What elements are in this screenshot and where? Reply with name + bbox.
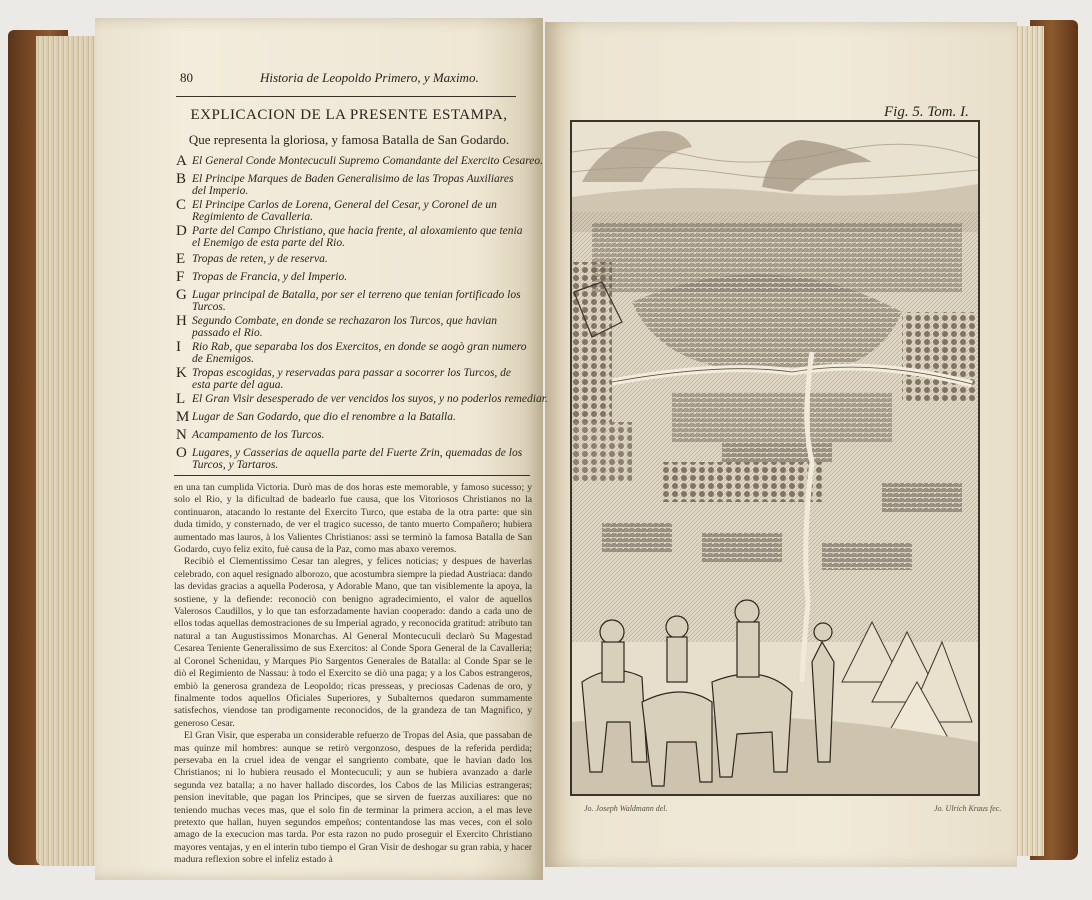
legend-text: Tropas de reten, y de reserva. bbox=[192, 253, 328, 265]
legend-text: El Principe Carlos de Lorena, General del Cesar, y Coronel de un Regimiento de Cavalleria. bbox=[192, 199, 497, 223]
engraving-credit-draftsman: Jo. Joseph Waldmann del. bbox=[584, 804, 668, 813]
legend-text: El General Conde Montecuculi Supremo Comandante del Exercito Cesareo. bbox=[192, 155, 543, 167]
legend-letter: B bbox=[176, 171, 187, 187]
legend-item bbox=[176, 288, 528, 314]
body-paragraph: El Gran Visir, que esperaba un considerable refuerzo de Tropas del Asia, que passaban de mas quinze mil hombres: aunque se retirò vergonzoso, despues de la referida perdida; persevaba en la cruel idea de vengar el sangriento combate, que le havian dado los Christianos; ni lo hubiera reusado el Montecuculi; y aun se hubiera avanzado a darle segunda vez batalla; a no haver hallado discordes, los Cabos de las Milicias estrangeras; pension inevitable, que pagan los Principes, que se sirven de fuerzas auxiliares: que no teniendo muchas veces mas, que el solo fin de terminar la primera accion, a el mas leve pretexto que hallan, huyen segundos empeños; contentandose las mas veces, con el solo amago de la execucion mas tarda. Por esta razon no pudo proseguir el Exercito Christiano mayores ventajas, y en el interin tubo tiempo el Gran Visir de deshogar su gran rabia, y hacer madura reflexion sobre el infeliz estado à bbox=[174, 730, 532, 866]
legend-text: Segundo Combate, en donde se rechazaron los Turcos, que havian passado el Rio. bbox=[192, 315, 498, 339]
plate-legend bbox=[176, 153, 548, 472]
body-paragraph: Recibiò el Clementissimo Cesar tan alegres, y felices noticias; y despues de haverlas celebrado, con aquel resignado alborozo, que acostumbra siempre la piedad Austriaca: dando las devidas gracias a aquella Poderosa, y Adorable Mano, que tan visiblemente la apoya, la sostiene, y la defiende: reconociò con benigno agradecimiento, el valor de aquellos Valerosos Caudillos, y lo que tan esforzadamente havian cooperado: dando a cada uno de ellos todas aquellas demostraciones de su Imperial agrado, y reconocida gratitud: atributo tan natural a tan Augustissimos Monarchas. Al General Montecuculi declarò Su Magestad Cesarea Teniente Generalissimo de sus Exercitos: al Conde Spora General de la Cavalleria; al Coronel Schenidau, y Marques Pio Sargentos Generales de Batalla: al Conde Spar se le diò el Regimiento de Nassau: à todo el Exercito se diò una paga; y a los Cabos estrangeros, embiò la generosa grandeza de Leopoldo; ricas presseas, y preciosas Cadenas de oro, y finalmente todos aquellos Oficiales Superiores, y Subalternos quedaron summamente satisfechos, viendose tan prodigamente reconocidos, de la grandeza de tan Magnifico, y generoso Cesar. bbox=[174, 556, 532, 729]
legend-item bbox=[176, 252, 528, 270]
legend-text: El Principe Marques de Baden Generalisimo de las Tropas Auxiliares del Imperio. bbox=[192, 173, 514, 197]
plate-title: EXPLICACION DE LA PRESENTE ESTAMPA, bbox=[190, 107, 508, 123]
legend-item bbox=[176, 270, 528, 288]
legend-text: Tropas escogidas, y reservadas para passar a socorrer los Turcos, de esta parte del agua. bbox=[192, 367, 512, 391]
legend-item bbox=[176, 446, 528, 472]
legend-letter: L bbox=[176, 391, 186, 407]
legend-item bbox=[176, 340, 528, 366]
legend-text: Lugar de San Godardo, que dio el renombre a la Batalla. bbox=[192, 411, 456, 423]
legend-letter: A bbox=[176, 153, 187, 169]
plate-subtitle: Que representa la gloriosa, y famosa Batalla de San Godardo. bbox=[188, 132, 510, 147]
legend-letter: C bbox=[176, 197, 187, 213]
legend-item bbox=[176, 366, 528, 392]
header-rule bbox=[176, 96, 516, 97]
legend-text: Lugar principal de Batalla, por ser el terreno que tenian fortificado los Turcos. bbox=[192, 289, 521, 313]
body-rule bbox=[174, 475, 530, 476]
engraving-illustration bbox=[572, 122, 978, 794]
body-paragraph: en una tan cumplida Victoria. Durò mas de dos horas este memorable, y famoso sucesso; y solo el Rio, y la dificultad de badearlo fue causa, que los Vitoriosos Christianos no la continuaron, atacando lo restante del Exercito Turco, que estaba de la otra parte: que sin duda timido, y consternado, de ver el tragico sucesso, de tanto muerto Compañero; hubiera aumentado mas lauros, à los Valientes Christianos: assi se terminò la famosa Batalla de San Godardo, cuyo feliz exito, fuè causa de la Paz, como mas abaxo veremos. bbox=[174, 482, 532, 556]
running-head bbox=[180, 70, 520, 90]
figure-label: Fig. 5. Tom. I. bbox=[884, 104, 969, 120]
legend-text: Rio Rab, que separaba los dos Exercitos, en donde se aogò gran numero de Enemigos. bbox=[192, 341, 527, 365]
legend-letter: E bbox=[176, 251, 186, 267]
legend-letter: I bbox=[176, 339, 181, 355]
legend-letter: F bbox=[176, 269, 185, 285]
legend-text: Parte del Campo Christiano, que hacia frente, al aloxamiento que tenia el Enemigo de esta parte del Rio. bbox=[192, 225, 523, 249]
legend-item bbox=[176, 428, 528, 446]
page-number: 80 bbox=[180, 70, 193, 85]
legend-item bbox=[176, 314, 528, 340]
battle-engraving bbox=[570, 120, 980, 796]
legend-item bbox=[176, 198, 528, 224]
legend-item bbox=[176, 172, 528, 198]
engraving-credit-engraver: Jo. Ulrich Kraus fec. bbox=[934, 804, 1002, 813]
running-head-title: Historia de Leopoldo Primero, y Maximo. bbox=[260, 70, 479, 85]
legend-letter: G bbox=[176, 287, 187, 303]
legend-letter: H bbox=[176, 313, 187, 329]
legend-text: Acampamento de los Turcos. bbox=[192, 429, 325, 441]
legend-letter: M bbox=[176, 409, 190, 425]
legend-text: Tropas de Francia, y del Imperio. bbox=[192, 271, 348, 283]
legend-item bbox=[176, 391, 548, 410]
legend-item bbox=[176, 224, 528, 252]
legend-letter: D bbox=[176, 223, 187, 239]
legend-letter: N bbox=[176, 427, 187, 443]
legend-text: El Gran Visir desesperado de ver vencidos los suyos, y no poderlos remediar. bbox=[192, 393, 548, 405]
body-text bbox=[174, 482, 532, 866]
legend-item bbox=[176, 410, 528, 428]
legend-letter: O bbox=[176, 445, 187, 461]
legend-text: Lugares, y Casserias de aquella parte del Fuerte Zrin, quemadas de los Turcos, y Tartaros. bbox=[192, 447, 523, 471]
legend-item bbox=[176, 153, 543, 172]
legend-letter: K bbox=[176, 365, 187, 381]
